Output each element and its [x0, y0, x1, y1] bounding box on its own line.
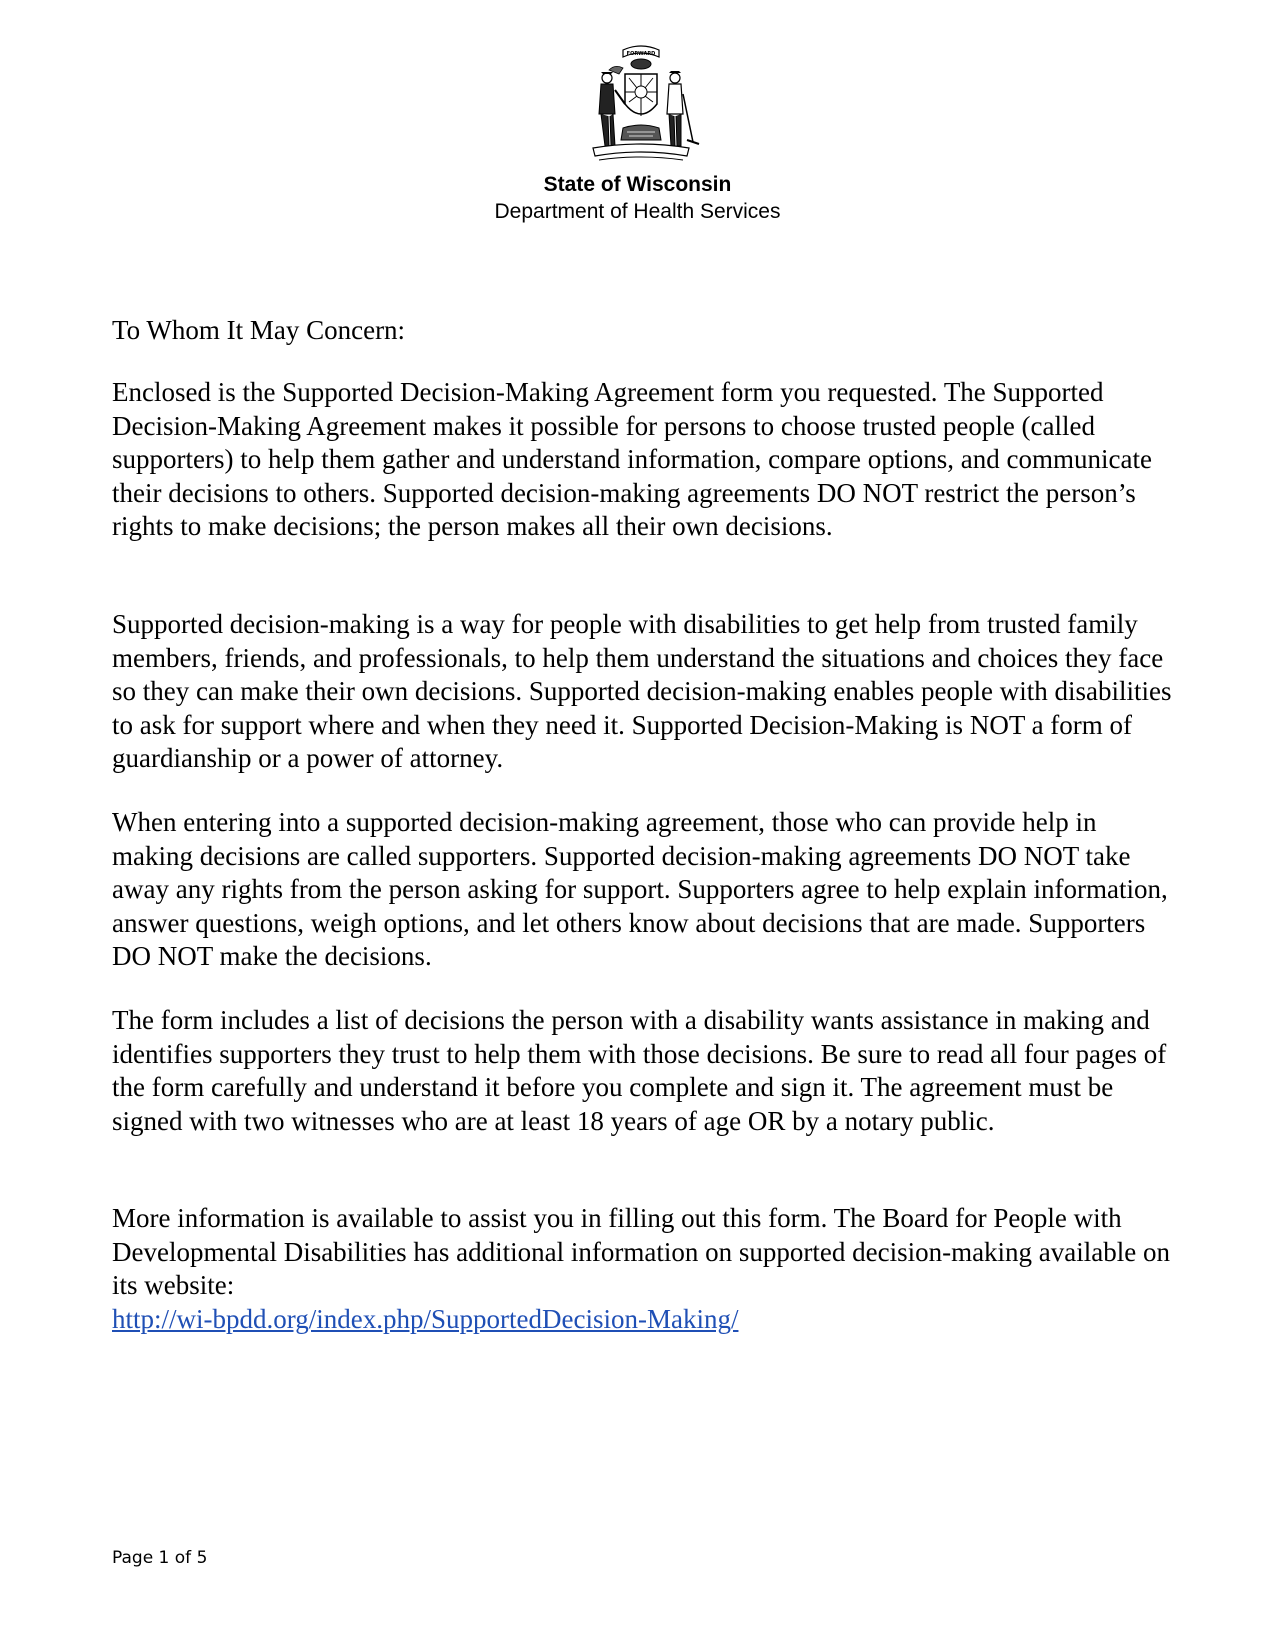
paragraph-definition: Supported decision-making is a way for people with disabilities to get help from trusted family members, friends, and professionals, to help them understand the situations and choices they face so they can make their own decisions. Supported decision-making enables people with disabilities to ask for support where and when they need it. Supported Decision-Making is NOT a form of guardianship or a power of attorney. — [112, 609, 1172, 773]
bpdd-website-link[interactable]: http://wi-bpdd.org/index.php/SupportedDecision-Making/ — [112, 1303, 739, 1334]
seal-motto: FORWARD — [626, 51, 656, 57]
letter-salutation: To Whom It May Concern: — [112, 315, 406, 345]
paragraph-more-information — [112, 1202, 1172, 1336]
department-name: Department of Health Services — [494, 200, 781, 223]
paragraph-supporters: When entering into a supported decision-making agreement, those who can provide help in making decisions are called supporters. Supported decision-making agreements DO NOT take away any rights from the person asking for support. Supporters agree to help explain information, answer questions, weigh options, and let others know about decisions that are made. Supporters DO NOT make the decisions. — [112, 807, 1168, 971]
page-number: Page 1 of 5 — [112, 1548, 208, 1568]
paragraph-form-instructions: The form includes a list of decisions the person with a disability wants assistance in making and identifies supporters they trust to help them with those decisions. Be sure to read all four pages of the form carefully and understand it before you complete and sign it. The agreement must be signed with two witnesses who are at least 18 years of age OR by a notary public. — [112, 1005, 1167, 1136]
wisconsin-state-seal-icon — [579, 44, 703, 166]
state-name: State of Wisconsin — [543, 173, 732, 196]
paragraph-agreement-overview: Enclosed is the Supported Decision-Making Agreement form you requested. The Supported Decision-Making Agreement makes it possible for persons to choose trusted people (called supporters) to help them gather and understand information, compare options, and communicate their decisions to others. Supported decision-making agreements DO NOT restrict the person’s rights to make decisions; the person makes all their own decisions. — [112, 377, 1152, 541]
more-information-text: More information is available to assist you in filling out this form. The Board for People with Developmental Disabilities has additional information on supported decision-making available on its website: — [112, 1203, 1170, 1300]
